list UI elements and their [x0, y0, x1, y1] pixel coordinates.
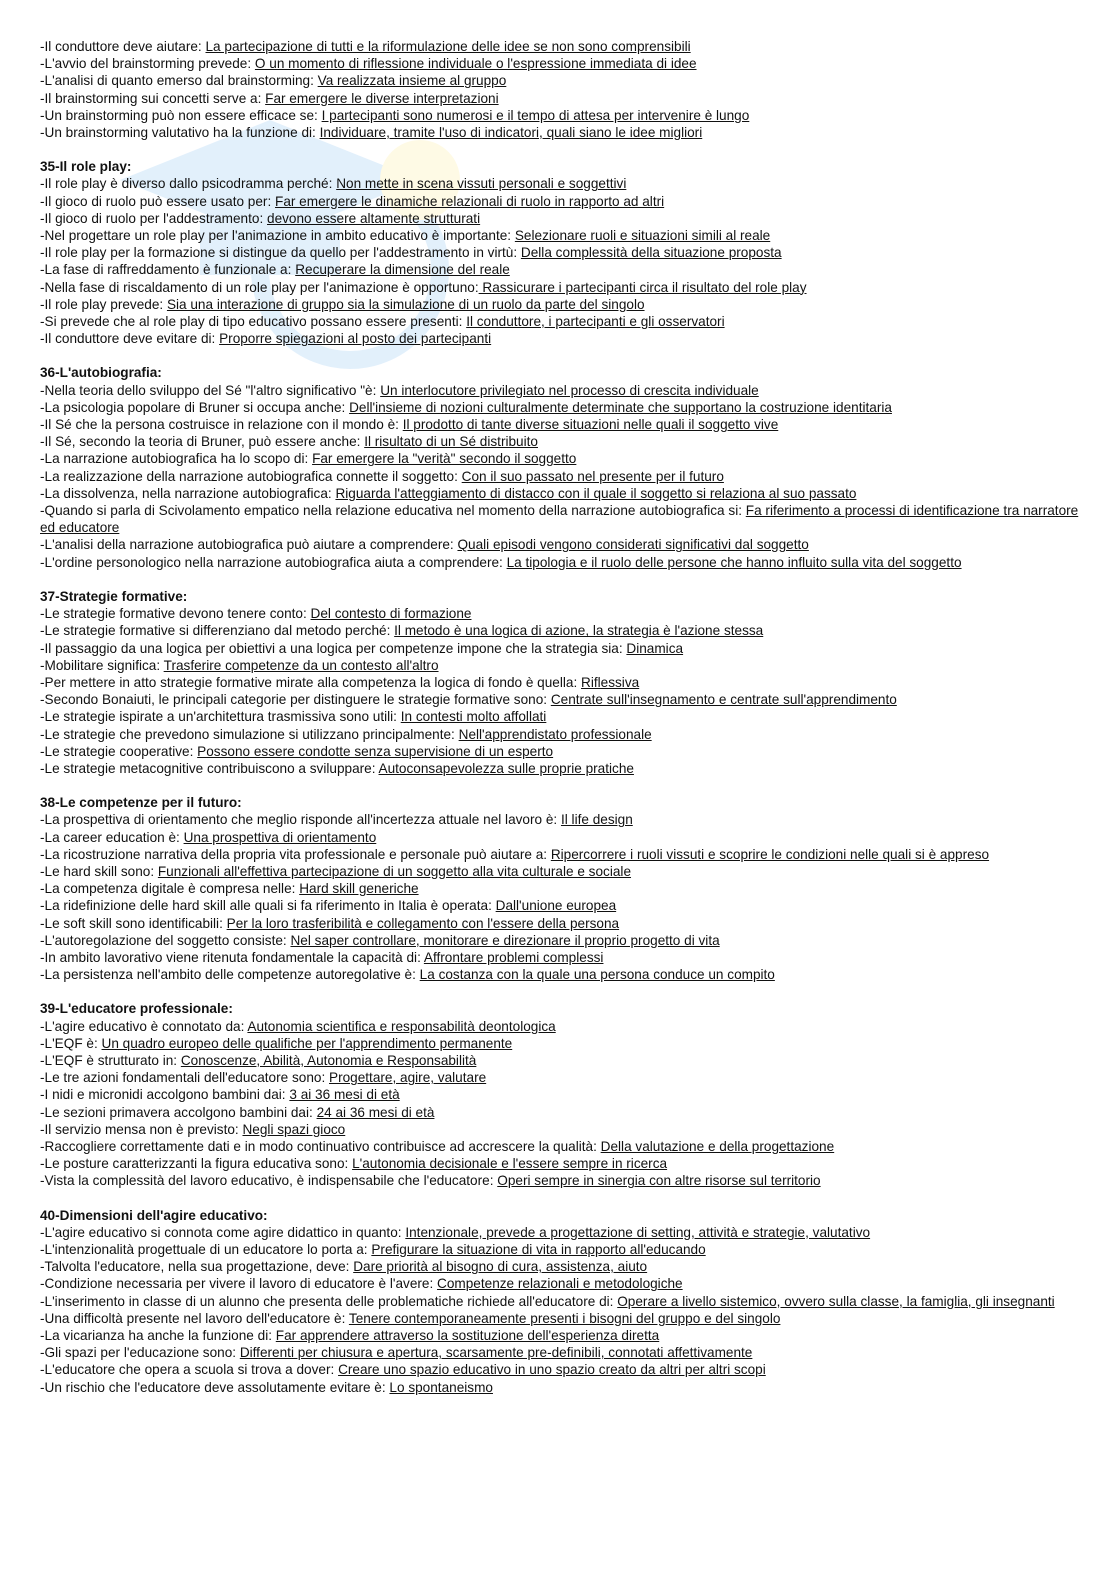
- answer-text: O un momento di riflessione individuale o l'espressione immediata di idee: [254, 56, 697, 72]
- answer-text: Creare uno spazio educativo in uno spazio creato da altri per altri scopi: [338, 1362, 766, 1378]
- question-text: -La career education è:: [40, 829, 184, 845]
- answer-text: Centrate sull'insegnamento e centrate sull'apprendimento: [550, 692, 897, 708]
- answer-text: La partecipazione di tutti e la riformulazione delle idee se non sono comprensibili: [205, 39, 691, 54]
- answer-text: Per la loro trasferibilità e collegamento con l'essere della persona: [226, 915, 620, 931]
- qa-line: [40, 1069, 1080, 1086]
- qa-line: [40, 433, 1080, 450]
- answer-text: Far emergere le dinamiche relazionali di ruolo in rapporto ad altri: [275, 193, 665, 209]
- question-text: -L'analisi della narrazione autobiografica può aiutare a comprendere:: [40, 537, 458, 553]
- question-text: -La persistenza nell'ambito delle competenze autoregolative è:: [40, 967, 420, 983]
- document-page: [40, 38, 1080, 1396]
- question-text: -L'EQF è strutturato in:: [40, 1052, 181, 1068]
- question-text: -Il gioco di ruolo può essere usato per:: [40, 193, 276, 209]
- question-text: -Secondo Bonaiuti, le principali categorie per distinguere le strategie formative sono:: [40, 692, 551, 708]
- qa-line: [40, 829, 1080, 846]
- qa-line: [40, 107, 1080, 124]
- qa-line: [40, 1155, 1080, 1172]
- question-text: -Si prevede che al role play di tipo educativo possano essere presenti:: [40, 314, 467, 330]
- answer-text: Il life design: [560, 812, 633, 828]
- answer-text: Un quadro europeo delle qualifiche per l'apprendimento permanente: [101, 1035, 513, 1051]
- qa-line: [40, 949, 1080, 966]
- question-text: -Raccogliere correttamente dati e in modo continuativo contribuisce ad accrescere la qualità:: [40, 1138, 601, 1154]
- qa-line: [40, 1344, 1080, 1361]
- qa-line: [40, 38, 1080, 55]
- question-text: -Nel progettare un role play per l'animazione in ambito educativo è importante:: [40, 228, 515, 244]
- answer-text: Tenere contemporaneamente presenti i bisogni del gruppo e del singolo: [348, 1310, 781, 1326]
- answer-text: devono essere altamente strutturati: [267, 210, 481, 226]
- question-text: -Le hard skill sono:: [40, 863, 158, 879]
- question-text: -Il Sé che la persona costruisce in relazione con il mondo è:: [40, 417, 403, 433]
- qa-line: [40, 932, 1080, 949]
- question-text: -Un brainstorming valutativo ha la funzione di:: [40, 125, 320, 141]
- section: [40, 158, 1080, 347]
- qa-line: [40, 622, 1080, 639]
- section: [40, 1000, 1080, 1189]
- answer-text: Intenzionale, prevede a progettazione di setting, attività e strategie, valutativo: [405, 1224, 871, 1240]
- question-text: -Nella teoria dello sviluppo del Sé "l'altro significativo "è:: [40, 382, 381, 398]
- answer-text: Riflessiva: [581, 674, 640, 690]
- answer-text: Selezionare ruoli e situazioni simili al reale: [514, 228, 771, 244]
- qa-line: [40, 296, 1080, 313]
- answer-text: Ripercorrere i ruoli vissuti e scoprire le condizioni nelle quali si è appreso: [550, 846, 990, 862]
- qa-line: [40, 536, 1080, 553]
- question-text: -L'agire educativo si connota come agire didattico in quanto:: [40, 1224, 406, 1240]
- question-text: -Mobilitare significa:: [40, 657, 164, 673]
- qa-line: [40, 261, 1080, 278]
- question-text: -Il conduttore deve evitare di:: [40, 331, 220, 347]
- question-text: -Il gioco di ruolo per l'addestramento:: [40, 210, 268, 226]
- qa-line: [40, 1327, 1080, 1344]
- question-text: -La ricostruzione narrativa della propria vita professionale e personale può aiutare a:: [40, 846, 551, 862]
- qa-line: [40, 554, 1080, 571]
- question-text: -L'autoregolazione del soggetto consiste:: [40, 932, 291, 948]
- answer-text: Far emergere le diverse interpretazioni: [265, 90, 499, 106]
- answer-text: Possono essere condotte senza supervisione di un esperto: [197, 743, 554, 759]
- answer-text: In contesti molto affollati: [400, 709, 547, 725]
- answer-text: Il metodo è una logica di azione, la strategia è l'azione stessa: [394, 623, 764, 639]
- qa-line: [40, 227, 1080, 244]
- question-text: -Vista la complessità del lavoro educativo, è indispensabile che l'educatore:: [40, 1173, 498, 1189]
- question-text: -Le strategie ispirate a un'architettura trasmissiva sono utili:: [40, 709, 401, 725]
- answer-text: Autonomia scientifica e responsabilità deontologica: [247, 1018, 556, 1034]
- answer-text: Con il suo passato nel presente per il futuro: [461, 468, 724, 484]
- answer-text: Il prodotto di tante diverse situazioni nelle quali il soggetto vive: [402, 417, 779, 433]
- question-text: -Le strategie cooperative:: [40, 743, 198, 759]
- qa-line: [40, 1293, 1080, 1310]
- qa-line: [40, 1052, 1080, 1069]
- qa-line: [40, 72, 1080, 89]
- qa-line: [40, 468, 1080, 485]
- answer-text: Nel saper controllare, monitorare e direzionare il proprio progetto di vita: [290, 932, 720, 948]
- question-text: -Il role play prevede:: [40, 296, 167, 312]
- question-text: -Le strategie che prevedono simulazione si utilizzano principalmente:: [40, 726, 459, 742]
- question-text: -Il passaggio da una logica per obiettivi a una logica per competenze impone che la strategia sia:: [40, 640, 627, 656]
- section-heading: 35-Il role play:: [40, 159, 132, 175]
- qa-line: [40, 175, 1080, 192]
- answer-text: Una prospettiva di orientamento: [183, 829, 377, 845]
- section-heading: 39-L'educatore professionale:: [40, 1001, 233, 1017]
- section: [40, 1207, 1080, 1396]
- qa-line: [40, 1379, 1080, 1396]
- question-text: -La prospettiva di orientamento che meglio risponde all'incertezza attuale nel lavoro è:: [40, 812, 561, 828]
- qa-line: [40, 915, 1080, 932]
- qa-line: [40, 90, 1080, 107]
- answer-text: Fa riferimento a processi di identificazione tra narratore ed educatore: [40, 503, 1079, 536]
- answer-text: 24 ai 36 mesi di età: [316, 1104, 435, 1120]
- qa-line: [40, 1018, 1080, 1035]
- question-text: -L'ordine personologico nella narrazione autobiografica aiuta a comprendere:: [40, 554, 507, 570]
- question-text: -Il Sé, secondo la teoria di Bruner, può essere anche:: [40, 434, 365, 450]
- qa-line: [40, 1035, 1080, 1052]
- qa-line: [40, 1172, 1080, 1189]
- question-text: -I nidi e micronidi accolgono bambini dai:: [40, 1087, 290, 1103]
- question-text: -Il brainstorming sui concetti serve a:: [40, 90, 266, 106]
- answer-text: Della valutazione e della progettazione: [600, 1138, 835, 1154]
- question-text: -La narrazione autobiografica ha lo scopo di:: [40, 451, 313, 467]
- question-text: -La psicologia popolare di Bruner si occupa anche:: [40, 399, 350, 415]
- qa-line: [40, 1361, 1080, 1378]
- qa-line: [40, 55, 1080, 72]
- question-text: -L'avvio del brainstorming prevede:: [40, 56, 255, 72]
- qa-line: [40, 450, 1080, 467]
- answer-text: Far emergere la "verità" secondo il soggetto: [312, 451, 577, 467]
- answer-text: Quali episodi vengono considerati significativi dal soggetto: [457, 537, 809, 553]
- question-text: -La dissolvenza, nella narrazione autobiografica:: [40, 485, 336, 501]
- qa-line: [40, 726, 1080, 743]
- answer-text: Operare a livello sistemico, ovvero sulla classe, la famiglia, gli insegnanti: [617, 1293, 1055, 1309]
- qa-line: [40, 743, 1080, 760]
- question-text: -Le strategie metacognitive contribuiscono a sviluppare:: [40, 760, 379, 776]
- question-text: -Il role play è diverso dallo psicodramma perché:: [40, 176, 337, 192]
- answer-text: Del contesto di formazione: [310, 606, 472, 622]
- answer-text: Va realizzata insieme al gruppo: [317, 73, 507, 89]
- answer-text: Della complessità della situazione proposta: [520, 245, 782, 261]
- answer-text: 3 ai 36 mesi di età: [289, 1087, 400, 1103]
- qa-line: [40, 382, 1080, 399]
- question-text: -Una difficoltà presente nel lavoro dell'educatore è:: [40, 1310, 349, 1326]
- answer-text: Dare priorità al bisogno di cura, assistenza, aiuto: [353, 1259, 648, 1275]
- qa-line: [40, 399, 1080, 416]
- answer-text: Recuperare la dimensione del reale: [295, 262, 510, 278]
- answer-text: Il risultato di un Sé distribuito: [364, 434, 538, 450]
- qa-line: [40, 605, 1080, 622]
- answer-text: Dinamica: [626, 640, 684, 656]
- qa-line: [40, 279, 1080, 296]
- question-text: -L'agire educativo è connotato da:: [40, 1018, 248, 1034]
- question-text: -Nella fase di riscaldamento di un role play per l'animazione è opportuno:: [40, 279, 479, 295]
- question-text: -L'educatore che opera a scuola si trova a dover:: [40, 1362, 339, 1378]
- answer-text: Nell'apprendistato professionale: [458, 726, 652, 742]
- qa-line: [40, 863, 1080, 880]
- answer-text: Riguarda l'atteggiamento di distacco con il quale il soggetto si relaziona al suo passato: [335, 485, 857, 501]
- answer-text: Operi sempre in sinergia con altre risorse sul territorio: [497, 1173, 821, 1189]
- qa-line: [40, 1310, 1080, 1327]
- question-text: -Le soft skill sono identificabili:: [40, 915, 227, 931]
- qa-line: [40, 1121, 1080, 1138]
- answer-text: Proporre spiegazioni al posto dei partecipanti: [219, 331, 492, 347]
- qa-line: [40, 846, 1080, 863]
- question-text: -La competenza digitale è compresa nelle:: [40, 881, 300, 897]
- question-text: -Le sezioni primavera accolgono bambini dai:: [40, 1104, 317, 1120]
- answer-text: Rassicurare i partecipanti circa il risultato del role play: [478, 279, 807, 295]
- answer-text: La tipologia e il ruolo delle persone che hanno influito sulla vita del soggetto: [506, 554, 962, 570]
- qa-line: [40, 502, 1080, 536]
- qa-line: [40, 640, 1080, 657]
- qa-line: [40, 313, 1080, 330]
- question-text: -La fase di raffreddamento è funzionale a:: [40, 262, 296, 278]
- section-heading: 37-Strategie formative:: [40, 588, 188, 604]
- answer-text: Affrontare problemi complessi: [423, 949, 604, 965]
- answer-text: Dall'unione europea: [495, 898, 617, 914]
- qa-line: [40, 416, 1080, 433]
- answer-text: Individuare, tramite l'uso di indicatori, quali siano le idee migliori: [319, 125, 703, 141]
- qa-line: [40, 760, 1080, 777]
- section: [40, 588, 1080, 777]
- qa-line: [40, 897, 1080, 914]
- qa-line: [40, 210, 1080, 227]
- answer-text: Prefigurare la situazione di vita in rapporto all'educando: [371, 1242, 706, 1257]
- answer-text: Sia una interazione di gruppo sia la simulazione di un ruolo da parte del singolo: [166, 296, 645, 312]
- answer-text: Il conduttore, i partecipanti e gli osservatori: [466, 314, 725, 330]
- qa-line: [40, 1104, 1080, 1121]
- qa-line: [40, 1258, 1080, 1275]
- answer-text: Un interlocutore privilegiato nel processo di crescita individuale: [380, 382, 759, 398]
- answer-text: Competenze relazionali e metodologiche: [437, 1276, 683, 1292]
- answer-text: Lo spontaneismo: [389, 1379, 493, 1395]
- qa-line: [40, 880, 1080, 897]
- answer-text: Autoconsapevolezza sulle proprie pratiche: [378, 760, 634, 776]
- section-heading: 38-Le competenze per il futuro:: [40, 795, 242, 811]
- qa-line: [40, 124, 1080, 141]
- qa-line: [40, 193, 1080, 210]
- section: [40, 794, 1080, 983]
- qa-line: [40, 691, 1080, 708]
- qa-line: [40, 708, 1080, 725]
- question-text: -L'EQF è:: [40, 1035, 102, 1051]
- qa-line: [40, 1275, 1080, 1292]
- question-text: -Un brainstorming può non essere efficace se:: [40, 107, 322, 123]
- question-text: -L'intenzionalità progettuale di un educatore lo porta a:: [40, 1242, 372, 1257]
- question-text: -Le strategie formative si differenziano dal metodo perché:: [40, 623, 395, 639]
- question-text: -Le strategie formative devono tenere conto:: [40, 606, 311, 622]
- qa-line: [40, 1138, 1080, 1155]
- qa-line: [40, 1224, 1080, 1241]
- question-text: -Gli spazi per l'educazione sono:: [40, 1345, 240, 1361]
- qa-line: [40, 966, 1080, 983]
- qa-line: [40, 811, 1080, 828]
- section: [40, 364, 1080, 570]
- question-text: -Il role play per la formazione si distingue da quello per l'addestramento in virtù:: [40, 245, 521, 261]
- answer-text: L'autonomia decisionale e l'essere sempre in ricerca: [352, 1156, 668, 1172]
- answer-text: Far apprendere attraverso la sostituzione dell'esperienza diretta: [275, 1328, 660, 1344]
- question-text: -Il conduttore deve aiutare:: [40, 39, 206, 54]
- answer-text: Negli spazi gioco: [242, 1121, 346, 1137]
- qa-line: [40, 657, 1080, 674]
- qa-line: [40, 1241, 1080, 1258]
- section-heading: 36-L'autobiografia:: [40, 365, 162, 381]
- question-text: -Il servizio mensa non è previsto:: [40, 1121, 243, 1137]
- answer-text: Funzionali all'effettiva partecipazione di un soggetto alla vita culturale e sociale: [157, 863, 632, 879]
- answer-text: Dell'insieme di nozioni culturalmente determinate che supportano la costruzione identitaria: [349, 399, 892, 415]
- answer-text: I partecipanti sono numerosi e il tempo di attesa per intervenire è lungo: [321, 107, 750, 123]
- answer-text: Trasferire competenze da un contesto all'altro: [163, 657, 439, 673]
- question-text: -L'inserimento in classe di un alunno che presenta delle problematiche richiede all'educatore di:: [40, 1293, 618, 1309]
- answer-text: Hard skill generiche: [299, 881, 419, 897]
- question-text: -Le tre azioni fondamentali dell'educatore sono:: [40, 1070, 329, 1086]
- answer-text: Non mette in scena vissuti personali e soggettivi: [336, 176, 627, 192]
- answer-text: Differenti per chiusura e apertura, scarsamente pre-definibili, connotati affettivamente: [239, 1345, 753, 1361]
- question-text: -La realizzazione della narrazione autobiografica connette il soggetto:: [40, 468, 462, 484]
- question-text: -Le posture caratterizzanti la figura educativa sono:: [40, 1156, 353, 1172]
- qa-line: [40, 244, 1080, 261]
- sections-block: [40, 158, 1080, 1396]
- qa-line: [40, 485, 1080, 502]
- question-text: -Un rischio che l'educatore deve assolutamente evitare è:: [40, 1379, 390, 1395]
- question-text: -La ridefinizione delle hard skill alle quali si fa riferimento in Italia è operata:: [40, 898, 496, 914]
- qa-line: [40, 1086, 1080, 1103]
- qa-line: [40, 674, 1080, 691]
- question-text: -Talvolta l'educatore, nella sua progettazione, deve:: [40, 1259, 354, 1275]
- question-text: -Per mettere in atto strategie formative mirate alla competenza la logica di fondo è quella:: [40, 674, 582, 690]
- question-text: -Quando si parla di Scivolamento empatico nella relazione educativa nel momento della narrazione autobiografica si:: [40, 503, 746, 519]
- section-heading: 40-Dimensioni dell'agire educativo:: [40, 1207, 268, 1223]
- answer-text: Progettare, agire, valutare: [329, 1070, 487, 1086]
- question-text: -Condizione necessaria per vivere il lavoro di educatore è l'avere:: [40, 1276, 438, 1292]
- qa-line: [40, 330, 1080, 347]
- question-text: -L'analisi di quanto emerso dal brainstorming:: [40, 73, 318, 89]
- answer-text: La costanza con la quale una persona conduce un compito: [419, 967, 775, 983]
- question-text: -In ambito lavorativo viene ritenuta fondamentale la capacità di:: [40, 949, 424, 965]
- intro-block: [40, 38, 1080, 141]
- answer-text: Conoscenze, Abilità, Autonomia e Responsabilità: [180, 1052, 477, 1068]
- question-text: -La vicarianza ha anche la funzione di:: [40, 1328, 276, 1344]
